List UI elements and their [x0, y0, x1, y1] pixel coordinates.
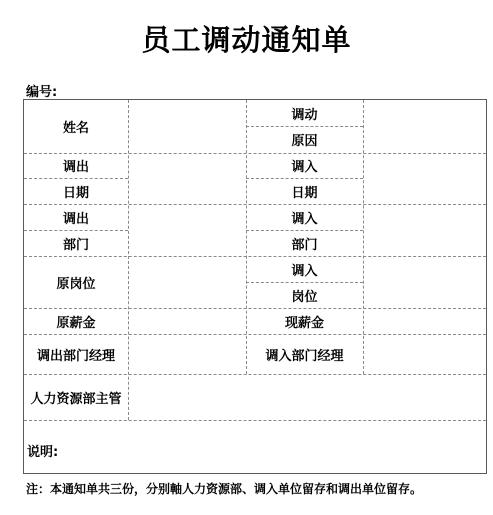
in-department-manager-label: 调入部门经理	[265, 348, 344, 364]
hr-supervisor-label: 人力资源部主管	[30, 391, 122, 407]
in-date-label-line2: 日期	[291, 185, 318, 201]
in-date-label-line1: 调入	[291, 160, 318, 175]
original-post-label: 原岗位	[56, 276, 96, 292]
in-department-label-line2: 部门	[291, 237, 318, 253]
transfer-reason-label-line2: 原因	[291, 134, 318, 149]
original-salary-label: 原薪金	[56, 315, 96, 331]
document-number-label: 编号:	[26, 85, 58, 100]
out-date-label-line2: 日期	[62, 185, 89, 201]
name-label: 姓名	[62, 121, 89, 136]
transfer-form-table	[23, 99, 487, 474]
column-divider	[363, 100, 364, 374]
out-department-label-line1: 调出	[62, 211, 89, 227]
footnote: 注：本通知单共三份，分别軸人力资源部、调入单位留存和调出单位留存。	[26, 482, 423, 496]
transfer-reason-label-line1: 调动	[291, 107, 318, 123]
out-department-label-line2: 部门	[62, 237, 89, 253]
column-divider	[128, 100, 129, 420]
out-department-manager-label: 调出部门经理	[36, 348, 115, 364]
remarks-label: 说明:	[27, 445, 59, 460]
page-title: 员工调动通知单	[141, 23, 352, 57]
current-salary-label: 现薪金	[284, 315, 324, 331]
new-post-label-line1: 调入	[291, 263, 318, 279]
in-department-label-line1: 调入	[291, 211, 318, 227]
new-post-label-line2: 岗位	[291, 289, 318, 305]
row-divider	[24, 420, 486, 421]
out-date-label-line1: 调出	[62, 160, 89, 175]
